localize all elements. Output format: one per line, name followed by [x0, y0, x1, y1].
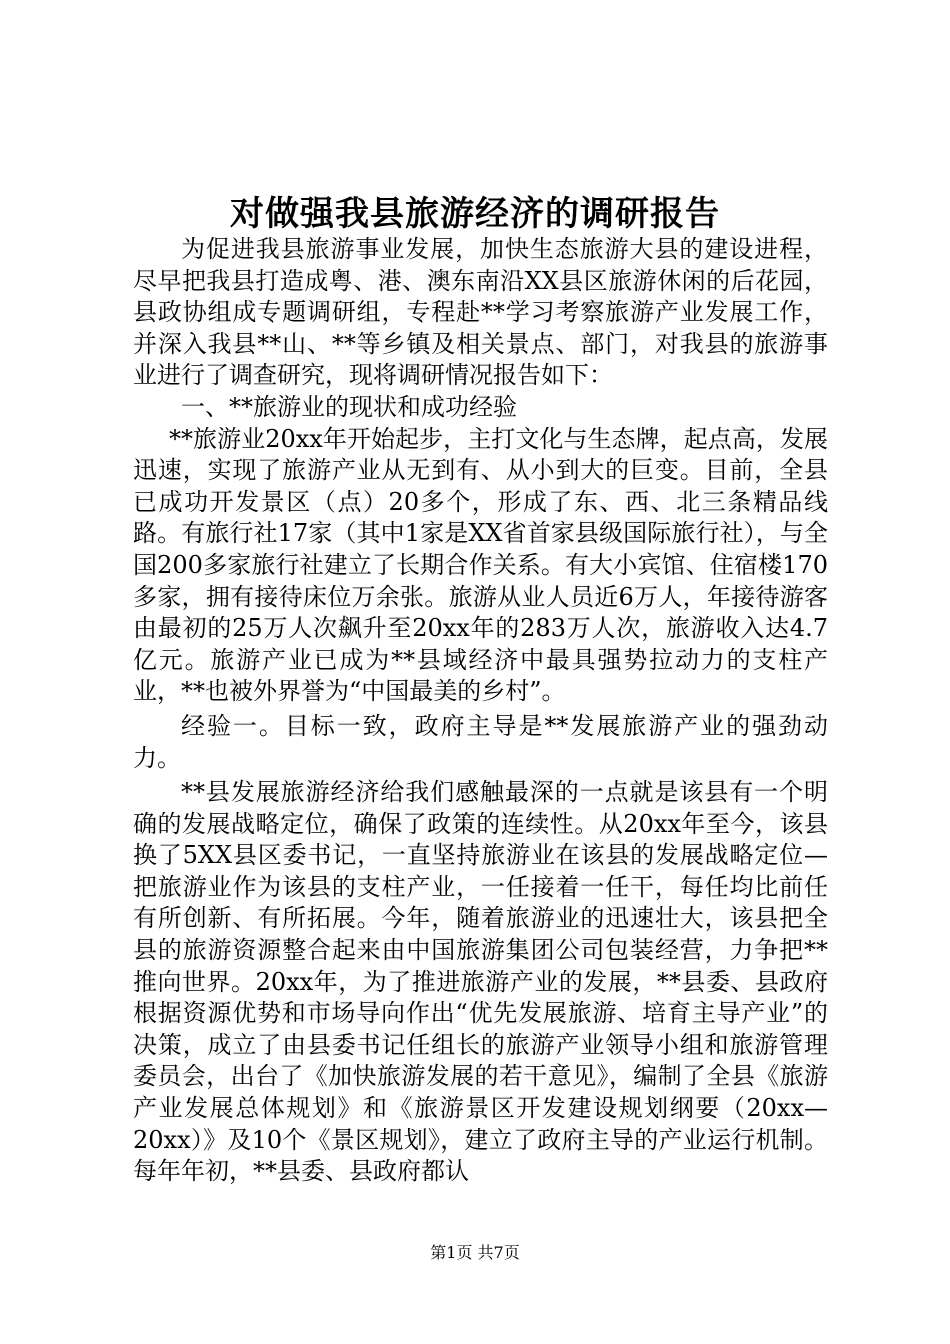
document-title: 对做强我县旅游经济的调研报告 — [230, 194, 720, 234]
document-body — [133, 234, 828, 1188]
experience-paragraph: **县发展旅游经济给我们感触最深的一点就是该县有一个明确的发展战略定位，确保了政策的连续性。从20xx年至今，该县换了5XX县区委书记，一直坚持旅游业在该县的发展战略定位—把旅游业作为该县的支柱产业，一任接着一任干，每任均比前任有所创新、有所拓展。今年，随着旅游业的迅速壮大，该县把全县的旅游资源整合起来由中国旅游集团公司包装经营，力争把**推向世界。20xx年，为了推进旅游产业的发展，**县委、县政府根据资源优势和市场导向作出“优先发展旅游、培育主导产业”的决策，成立了由县委书记任组长的旅游产业领导小组和旅游管理委员会，出台了《加快旅游发展的若干意见》，编制了全县《旅游产业发展总体规划》和《旅游景区开发建设规划纲要（20xx—20xx）》及10个《景区规划》，建立了政府主导的产业运行机制。每年年初，**县委、县政府都认 — [133, 778, 828, 1186]
experience-heading: 经验一。目标一致，政府主导是**发展旅游产业的强劲动力。 — [133, 711, 828, 772]
status-paragraph: **旅游业20xx年开始起步，主打文化与生态牌，起点高，发展迅速，实现了旅游产业从无到有、从小到大的巨变。目前，全县已成功开发景区（点）20多个，形成了东、西、北三条精品线路。有旅行社17家（其中1家是XX省首家县级国际旅行社），与全国200多家旅行社建立了长期合作关系。有大小宾馆、住宿楼170多家，拥有接待床位万余张。旅游从业人员近6万人，年接待游客由最初的25万人次飙升至20xx年的283万人次，旅游收入达4.7亿元。旅游产业已成为**县域经济中最具强势拉动力的支柱产业，**也被外界誉为“中国最美的乡村”。 — [133, 424, 828, 706]
intro-paragraph: 为促进我县旅游事业发展，加快生态旅游大县的建设进程，尽早把我县打造成粤、港、澳东南沿XX县区旅游休闲的后花园，县政协组成专题调研组，专程赴**学习考察旅游产业发展工作，并深入我县**山、**等乡镇及相关景点、部门，对我县的旅游事业进行了调查研究，现将调研情况报告如下： — [133, 235, 828, 390]
page-number: 第1页 共7页 — [430, 1243, 520, 1262]
section-heading: 一、**旅游业的现状和成功经验 — [181, 392, 517, 421]
